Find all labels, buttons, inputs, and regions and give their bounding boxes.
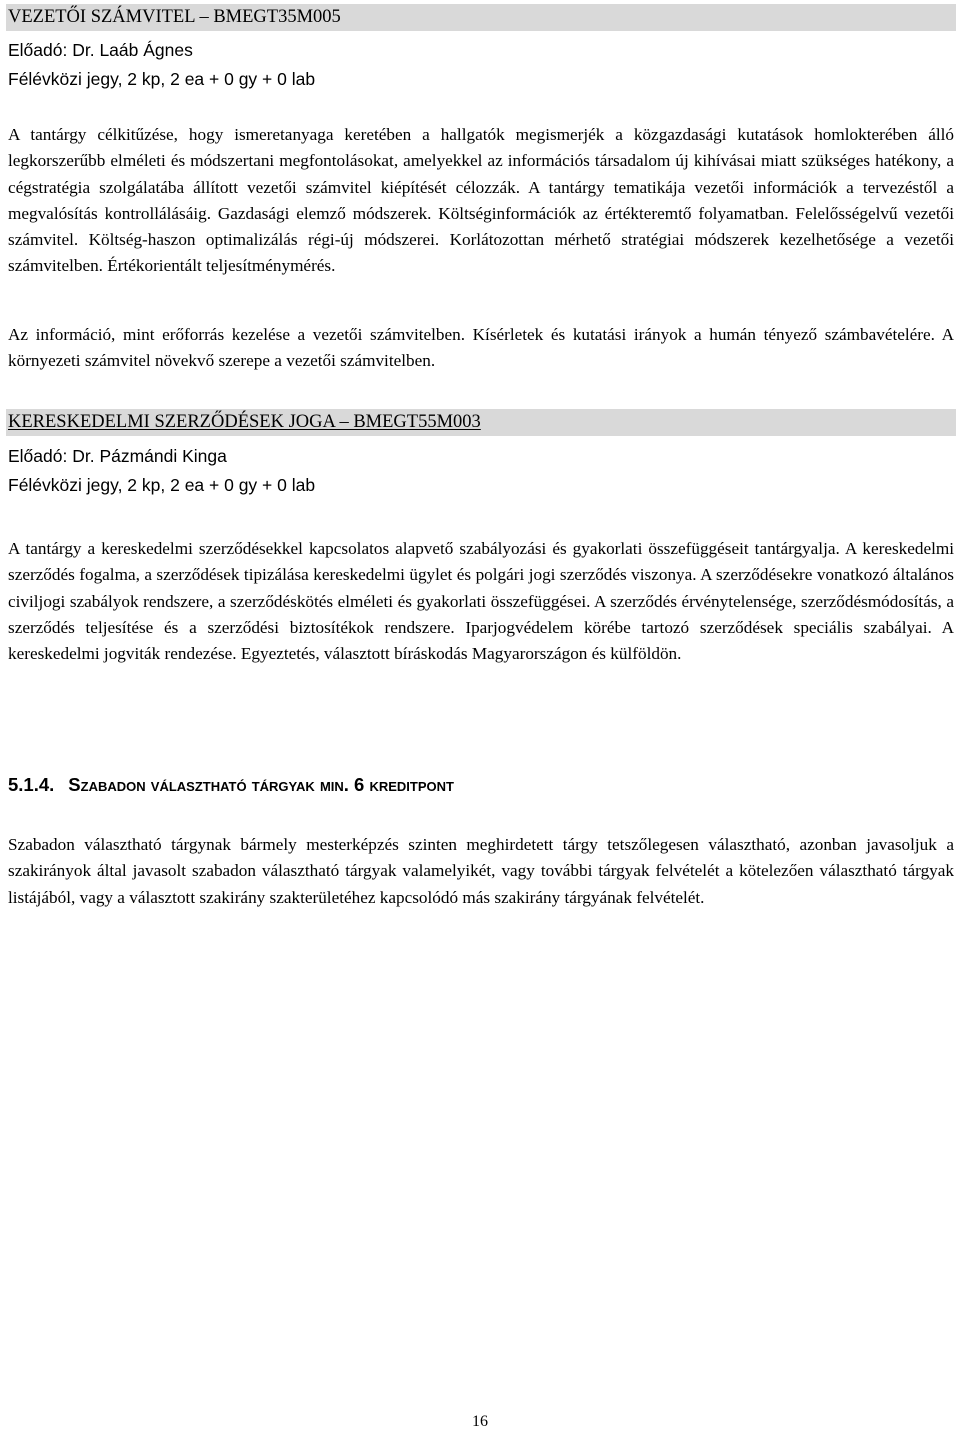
section-number: 5.1.4. <box>8 774 55 795</box>
section-title: Szabadon választható tárgyak min. 6 kreditpont <box>68 774 454 795</box>
course-title: VEZETŐI SZÁMVITEL – BMEGT35M005 <box>8 7 341 27</box>
course-lecturer: Előadó: Dr. Pázmándi Kinga <box>8 446 227 466</box>
page-number: 16 <box>472 1413 488 1430</box>
course-header-kereskedelmi-szerzodesek <box>6 409 956 436</box>
course-description: A tantárgy a kereskedelmi szerződésekkel kapcsolatos alapvető szabályozási és gyakorlati összefüggéseit tantárgyalja. A kereskedelmi szerződés fogalma, a szerződések tipizálása kereskedelmi ügylet és polgári jogi szerződés viszonya. A szerződésekre vonatkozó általános civiljogi szabályok rendszere, a szerződéskötés elméleti és gyakorlati összefüggései. A szerződés érvénytelensége, szerződésmódosítás, a szerződés teljesítése és a szerződési biztosítékok rendszere. Iparjogvédelem körébe tartozó szerződések speciális szabályai. A kereskedelmi jogviták rendezése. Egyeztetés, választott bíráskodás Magyarországon és külföldön. <box>8 539 954 664</box>
course-grading: Félévközi jegy, 2 kp, 2 ea + 0 gy + 0 lab <box>8 69 316 89</box>
course-header-vezetoi-szamvitel <box>6 4 956 31</box>
course-description-continued: Az információ, mint erőforrás kezelése a vezetői számvitelben. Kísérletek és kutatási irányok a humán tényező számbavételére. A környezeti számvitel növekvő szerepe a vezetői számvitelben. <box>8 325 954 371</box>
section-description: Szabadon választható tárgynak bármely mesterképzés szinten meghirdetett tárgy tetszőlegesen választható, azonban javasoljuk a szakirányok által javasolt szabadon választható tárgyak valamelyikét, vagy további tárgyak felvételét a kötelezően választható tárgyak listájából, vagy a választott szakirány szakterületéhez kapcsolódó más szakirány tárgyának felvételét. <box>8 835 954 907</box>
course-lecturer: Előadó: Dr. Laáb Ágnes <box>8 40 193 60</box>
section-heading <box>8 771 454 799</box>
course-grading: Félévközi jegy, 2 kp, 2 ea + 0 gy + 0 lab <box>8 475 316 495</box>
course-title: KERESKEDELMI SZERZŐDÉSEK JOGA – BMEGT55M003 <box>8 412 481 432</box>
course-description: A tantárgy célkitűzése, hogy ismeretanyaga keretében a hallgatók megismerjék a közgazdasági kutatások homlokterében álló legkorszerűbb elméleti és módszertani megfontolásokat, amelyekkel az információs társadalom új kihívásai miatt szükséges hatékony, a cégstratégia szolgálatába állított vezetői számvitel kiépítését célozzák. A tantárgy tematikája vezetői információk a tervezéstől a megvalósítás kontrollálásáig. Gazdasági elemző módszerek. Költséginformációk az értékteremtő folyamatban. Felelősségelvű vezetői számvitel. Költség-haszon optimalizálás régi-új módszerei. Korlátozottan mérhető stratégiai módszerek kezelhetősége a vezetői számvitelben. Értékorientált teljesítménymérés. <box>8 125 954 276</box>
